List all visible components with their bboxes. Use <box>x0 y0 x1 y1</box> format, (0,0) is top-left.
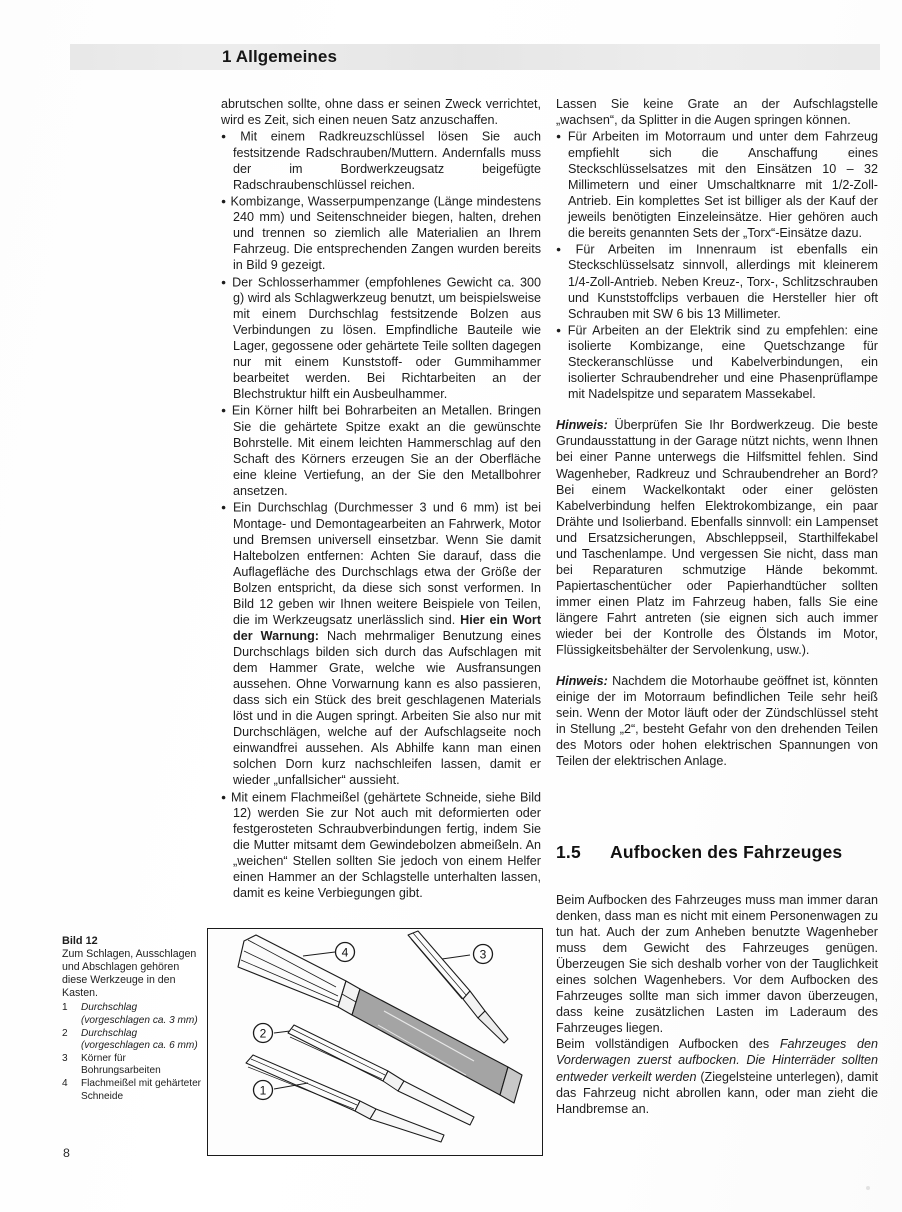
run-italic-1: Fahrzeuges den Vorderwagen zuerst aufbocken. <box>556 1037 878 1068</box>
bullet-kombizange: ● Kombizange, Wasserpumpenzange (Länge mindestens 240 mm) und Seitenschneider biegen, halten, drehen und trennen so ziemlich alle Materialien an Ihrem Fahrzeug. Die entsprechenden Zangen wurden bereits in Bild 9 gezeigt. <box>221 193 541 274</box>
svg-text:1: 1 <box>259 1083 267 1098</box>
legend-index: 2 <box>62 1027 68 1039</box>
section-paragraph-1: Beim Aufbocken des Fahrzeuges muss man immer daran denken, dass man es nicht mit einem Personenwagen zu tun hat. Auch der zum Anheben benutzte Wagenheber muss dem Gewicht des Fahrzeuges genügen. Überzeugen Sie sich deshalb vorher von der Tauglichkeit eines solchen Wagenhebers. Vor dem Aufbocken des Fahrzeuges sollte man sich immer davon überzeugen, dass keine zusätzlichen Lasten im Laderaum des Fahrzeuges liegen. <box>556 893 878 1036</box>
paragraph-grate: Lassen Sie keine Grate an der Aufschlagstelle „wachsen“, da Splitter in die Augen springen können. <box>556 97 878 128</box>
scan-artifact <box>866 1186 870 1190</box>
bullet-steckschluesselsatz-innenraum: ● Für Arbeiten im Innenraum ist ebenfalls ein Steckschlüsselsatz sinnvoll, allerdings mit kleinerem 1/4-Zoll-Antrieb. Neben Kreuz-, Torx-, Schlitzschrauben und Kunststoffclips verbauen die Hersteller hier oft Schrauben mit SW 6 bis 13 Millimeter. <box>556 241 878 322</box>
legend-index: 1 <box>62 1002 68 1014</box>
svg-text:4: 4 <box>341 945 349 960</box>
page-number: 8 <box>63 1146 70 1160</box>
section-title: Aufbocken des Fahrzeuges <box>610 842 843 862</box>
body-column-left <box>221 96 541 901</box>
figure-title: Bild 12 <box>62 935 98 947</box>
run-text-2: (Ziegelsteine unterlegen), damit das Fahrzeug nicht abrollen kann, oder man zieht die Handbremse an. <box>556 1069 878 1116</box>
figure-intro: Zum Schlagen, Ausschlagen und Abschlagen gehören diese Werkzeuge in den Kasten. <box>62 948 197 1000</box>
legend-label: Durchschlag (vorgeschlagen ca. 3 mm) <box>81 1002 198 1027</box>
section-body <box>556 892 878 1117</box>
note-body: Überprüfen Sie Ihr Bordwerkzeug. Die beste Grundausstattung in der Garage nützt nichts, wenn Ihnen bei einer Panne unterwegs die Hilfsmittel fehlen. Sind Wagenheber, Radkreuz und Schraubendreher an Bord? Bei einem Wackelkontakt oder einer gelösten Kabelverbindung helfen Elektrokombizange, ein paar Drähte und Isolierband. Ebenfalls sinnvoll: ein Lampenset und Ersatzsicherungen, Abschleppseil, Starthilfekabel und Taschenlampe. Und vergessen Sie nicht, dass man bei Reparaturen schmutzige Hände bekommt. Papiertaschentücher oder Papierhandtücher sollten immer einen Platz im Fahrzeug haben, falls Sie eine längere Fahrt antreten (sie eignen sich auch immer wieder bei der Kontrolle des Ölstands im Motor, Flüssigkeitsbehälter der Servolenkung, usw.). <box>556 418 878 658</box>
run-text-2: Nach mehrmaliger Benutzung eines Durchschlags bilden sich durch das Aufschlagen mit dem Hammer Grate, welche wie Ausfransungen aussehen. Ohne Vorwarnung kann es also passieren, dass sich ein Stück des breit geschlagenen Materials löst und in die Augen springt. Arbeiten Sie also nur mit Durchschlägen, welche auf der Aufschlagseite noch einwandfrei aussehen. Als Abhilfe kann man einen solchen Dorn kurz nachschleifen lassen, damit er wieder „unfallsicher“ aussieht. <box>233 629 541 788</box>
legend-item <box>62 1028 202 1053</box>
section-heading <box>556 842 878 863</box>
legend-label: Flachmeißel mit gehärteter Schneide <box>81 1078 202 1102</box>
note-body: Nachdem die Motorhaube geöffnet ist, könnten einige der im Motorraum befindlichen Teile sehr heiß sein. Wenn der Motor läuft oder der Zündschlüssel steht in Stellung „2“, besteht Gefahr von den drehenden Teilen des Motors oder hohen elektrischen Spannungen von Teilen der elektrischen Anlage. <box>556 674 878 769</box>
run-text-1: Beim vollständigen Aufbocken des <box>556 1037 780 1052</box>
run-text-1: Ein Durchschlag (Durchmesser 3 und 6 mm) ist bei Montage- und Demontagearbeiten an Fahrwerk, Motor und Bremsen universell einsetzbar. Wenn Sie damit Haltebolzen entfernen: Achten Sie darauf, dass die Auflagefläche des Durchschlags etwa der Größe der Bolzen entspricht, da diese sich sonst verformen. In Bild 12 geben wir Ihnen weitere Beispiele von Teilen, die im Werkzeugsatz unerlässlich sind. <box>233 500 541 627</box>
figure-caption <box>62 935 202 1103</box>
figure-illustration-bild-12 <box>207 928 543 1156</box>
running-header-band <box>70 44 880 70</box>
legend-item <box>62 1002 202 1027</box>
bullet-schlosserhammer: ● Der Schlosserhammer (empfohlenes Gewicht ca. 300 g) wird als Schlagwerkzeug benutzt, um beispielsweise mit einem Durchschlag festsitzende Bolzen aus Verbindungen zu lösen. Empfindliche Bauteile wie Lager, gegossene oder gehärtete Teile sollten dagegen nur mit einem Kunststoff- oder Gummihammer bearbeitet werden. Bei Richtarbeiten an der Blechstruktur hilft ein Ausbeulhammer. <box>221 274 541 403</box>
bullet-durchschlag <box>221 499 541 788</box>
note-label: Hinweis: <box>556 674 608 689</box>
legend-label: Körner für Bohrungsarbeiten <box>81 1052 161 1077</box>
note-label: Hinweis: <box>556 418 608 433</box>
svg-text:3: 3 <box>479 947 487 962</box>
bullet-radkreuzschluessel: ● Mit einem Radkreuzschlüssel lösen Sie auch festsitzende Radschrauben/Muttern. Andernfalls muss der im Bordwerkzeugsatz beigefügte Radschraubenschlüssel reichen. <box>221 128 541 193</box>
note-motorhaube <box>556 673 878 769</box>
section-number: 1.5 <box>556 842 581 862</box>
legend-item <box>62 1053 202 1078</box>
section-paragraph-2 <box>556 1036 878 1116</box>
paragraph-continuation: abrutschen sollte, ohne dass er seinen Zweck verrichtet, wird es Zeit, sich einen neuen Satz anzuschaffen. <box>221 97 541 128</box>
note-bordwerkzeug <box>556 417 878 658</box>
warning-lead-in: Hier ein Wort der Warnung: <box>233 613 542 644</box>
running-header-title: 1 Allgemeines <box>222 47 337 66</box>
legend-label: Durchschlag (vorgeschlagen ca. 6 mm) <box>81 1027 198 1052</box>
bullet-steckschluesselsatz-motorraum: ● Für Arbeiten im Motorraum und unter dem Fahrzeug empfiehlt sich die Anschaffung eines Steckschlüsselsatzes mit den Einsätzen 10 – 32 Millimetern und einer Umschaltknarre mit 1/2-Zoll-Antrieb. Ein komplettes Set ist billiger als der Kauf der jeweils benötigten Einzeleinsätze. Hier gehören auch die bereits genannten Sets der „Torx“-Einsätze dazu. <box>556 128 878 241</box>
tools-line-drawing <box>208 929 542 1155</box>
figure-legend-list <box>62 1002 202 1103</box>
legend-item <box>62 1078 202 1103</box>
run-italic-2: Die Hinterräder sollten entweder verkeilt werden <box>556 1053 879 1084</box>
bullet-elektrik: ● Für Arbeiten an der Elektrik sind zu empfehlen: eine isolierte Kombizange, eine Quetschzange für Steckeranschlüsse und Kabelverbindungen, ein isolierter Schraubendreher und eine Phasenprüflampe mit Nadelspitze und separatem Massekabel. <box>556 322 878 403</box>
body-column-right <box>556 96 878 769</box>
legend-index: 3 <box>62 1052 68 1064</box>
legend-index: 4 <box>62 1078 68 1090</box>
bullet-flachmeissel: ● Mit einem Flachmeißel (gehärtete Schneide, siehe Bild 12) werden Sie zur Not auch mit deformierten oder festgerosteten Schraubverbindungen fertig, indem Sie die Mutter mitsamt dem Gewindebolzen abmeißeln. An „weichen“ Stellen sollten Sie jedoch von einem Helfer einen Hammer an der Schlagstelle unterhalten lassen, damit es keine Verbiegungen gibt. <box>221 789 541 902</box>
svg-text:2: 2 <box>259 1026 267 1041</box>
bullet-koerner: ● Ein Körner hilft bei Bohrarbeiten an Metallen. Bringen Sie die gehärtete Spitze exakt an die gewünschte Bohrstelle. Mit einem leichten Hammerschlag auf den Schaft des Körners erzeugen Sie an der Oberfläche eine kleine Vertiefung, an der Sie den Metallbohrer ansetzen. <box>221 402 541 499</box>
